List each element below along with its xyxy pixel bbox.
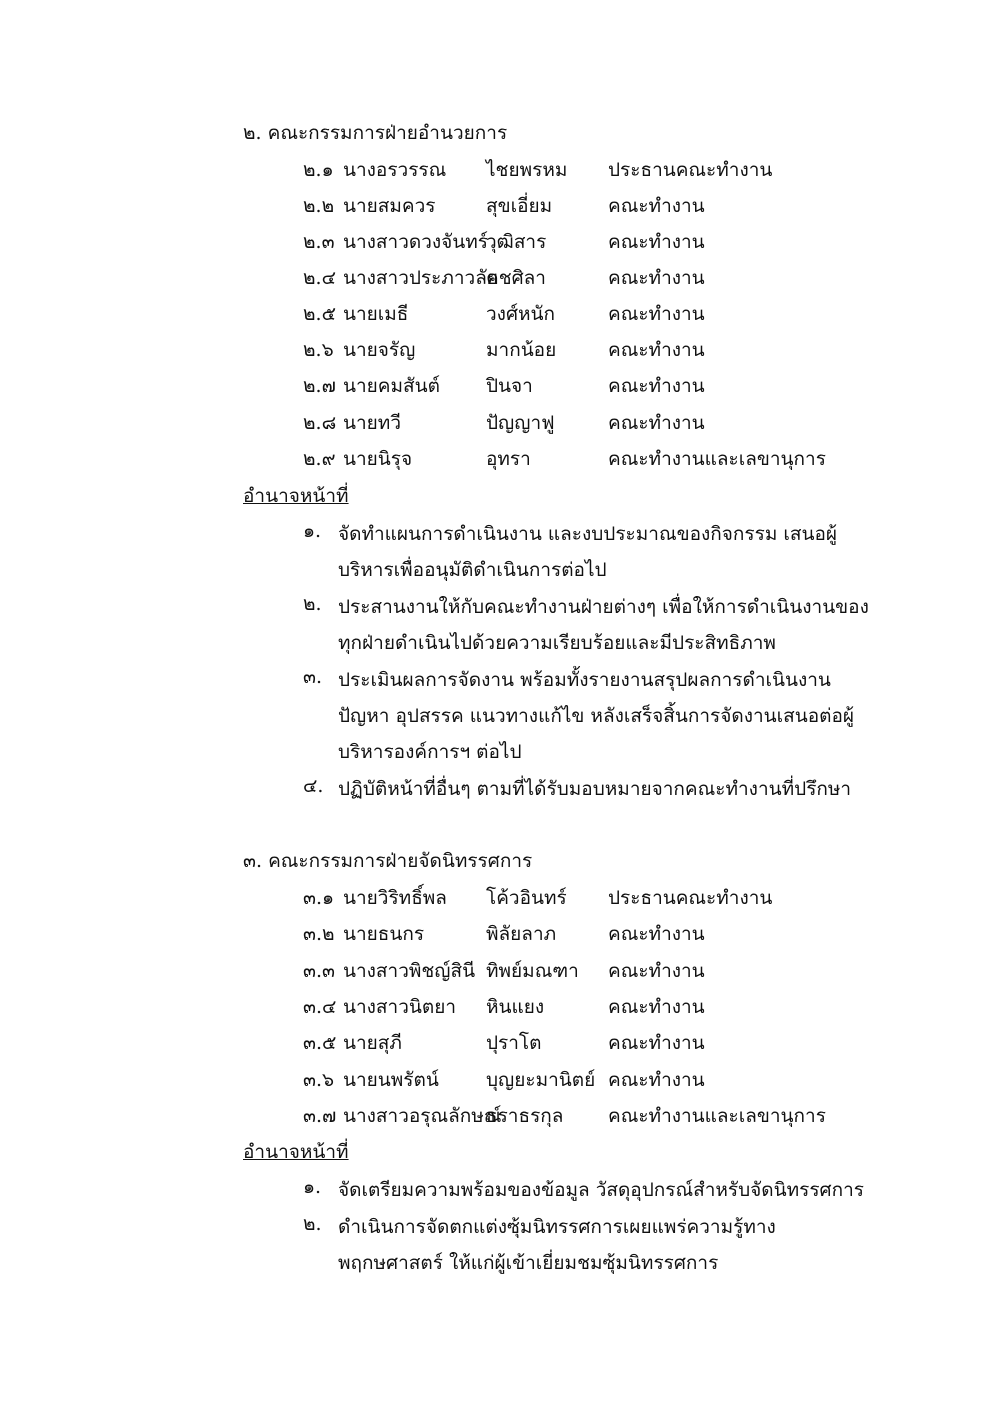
member-number: ๓.๒ bbox=[303, 923, 335, 945]
duty-number: ๑. bbox=[303, 520, 322, 542]
member-role: คณะทำงาน bbox=[608, 303, 705, 325]
member-last-name: ปุราโต bbox=[486, 1032, 542, 1054]
member-first-name: นางสาวอรุณลักษณ์ bbox=[343, 1105, 502, 1127]
duty-text: ปฏิบัติหน้าที่อื่นๆ ตามที่ได้รับมอบหมายจากคณะทำงานที่ปรึกษา bbox=[338, 778, 852, 800]
member-number: ๒.๓ bbox=[303, 231, 335, 253]
member-first-name: นายสุภี bbox=[343, 1032, 402, 1054]
member-number: ๒.๗ bbox=[303, 375, 336, 397]
member-last-name: ทิพย์มณฑา bbox=[486, 960, 579, 982]
section-3-title: ๓. คณะกรรมการฝ่ายจัดนิทรรศการ bbox=[243, 850, 533, 872]
member-first-name: นายธนกร bbox=[343, 923, 425, 945]
member-role: คณะทำงาน bbox=[608, 996, 705, 1018]
member-role: คณะทำงาน bbox=[608, 1069, 705, 1091]
member-role: ประธานคณะทำงาน bbox=[608, 887, 773, 909]
member-first-name: นางสาวดวงจันทร์ bbox=[343, 231, 489, 253]
member-first-name: นายนพรัตน์ bbox=[343, 1069, 439, 1091]
member-role: คณะทำงานและเลขานุการ bbox=[608, 1105, 826, 1127]
member-role: ประธานคณะทำงาน bbox=[608, 159, 773, 181]
member-last-name: วงศ์หนัก bbox=[486, 303, 556, 325]
duty-text: ประเมินผลการจัดงาน พร้อมทั้งรายงานสรุปผลการดำเนินงาน ปัญหา อุปสรรค แนวทางแก้ไข หลังเสร็จสิ้นการจัดงานเสนอต่อผู้บริหารองค์การฯ ต่อไป bbox=[338, 669, 855, 763]
member-role: คณะทำงาน bbox=[608, 960, 705, 982]
member-number: ๒.๘ bbox=[303, 412, 337, 434]
member-last-name: โค้วอินทร์ bbox=[486, 887, 567, 909]
member-role: คณะทำงานและเลขานุการ bbox=[608, 448, 826, 470]
member-role: คณะทำงาน bbox=[608, 412, 705, 434]
member-first-name: นายนิรุจ bbox=[343, 448, 413, 470]
member-number: ๒.๙ bbox=[303, 448, 336, 470]
member-first-name: นางสาวพิชญ์สินี bbox=[343, 960, 476, 982]
member-last-name: พิลัยลาภ bbox=[486, 923, 557, 945]
member-last-name: หินแยง bbox=[486, 996, 545, 1018]
member-first-name: นายสมควร bbox=[343, 195, 436, 217]
member-role: คณะทำงาน bbox=[608, 267, 705, 289]
member-first-name: นายจรัญ bbox=[343, 339, 416, 361]
member-number: ๓.๓ bbox=[303, 960, 336, 982]
member-first-name: นางสาวประภาวลัย bbox=[343, 267, 498, 289]
member-number: ๒.๖ bbox=[303, 339, 334, 361]
member-last-name: ธราธรกุล bbox=[486, 1105, 564, 1127]
member-last-name: บุญยะมานิตย์ bbox=[486, 1069, 596, 1091]
member-first-name: นายวิริทธิ์พล bbox=[343, 887, 447, 909]
member-last-name: คชศิลา bbox=[486, 267, 546, 289]
duty-text: ประสานงานให้กับคณะทำงานฝ่ายต่างๆ เพื่อให้การดำเนินงานของทุกฝ่ายดำเนินไปด้วยความเรียบร้อยและมีประสิทธิภาพ bbox=[338, 596, 869, 654]
section-2-title: ๒. คณะกรรมการฝ่ายอำนวยการ bbox=[243, 122, 508, 144]
member-number: ๓.๑ bbox=[303, 887, 335, 909]
section-3-duties-heading: อำนาจหน้าที่ bbox=[243, 1141, 349, 1163]
member-role: คณะทำงาน bbox=[608, 923, 705, 945]
member-last-name: วุฒิสาร bbox=[486, 231, 547, 253]
member-number: ๓.๕ bbox=[303, 1032, 337, 1054]
member-first-name: นายคมสันต์ bbox=[343, 375, 440, 397]
member-role: คณะทำงาน bbox=[608, 1032, 705, 1054]
member-first-name: นายทวี bbox=[343, 412, 401, 434]
duty-text: จัดเตรียมความพร้อมของข้อมูล วัสดุอุปกรณ์สำหรับจัดนิทรรศการ bbox=[338, 1179, 864, 1201]
duty-number: ๒. bbox=[303, 593, 322, 615]
member-last-name: ปัญญาฟู bbox=[486, 412, 555, 434]
member-role: คณะทำงาน bbox=[608, 195, 705, 217]
duty-number: ๒. bbox=[303, 1213, 322, 1235]
duty-number: ๔. bbox=[303, 775, 324, 797]
duty-number: ๑. bbox=[303, 1176, 322, 1198]
member-last-name: ไชยพรหม bbox=[486, 159, 568, 181]
member-number: ๒.๒ bbox=[303, 195, 335, 217]
duty-text: ดำเนินการจัดตกแต่งซุ้มนิทรรศการเผยแพร่ความรู้ทางพฤกษศาสตร์ ให้แก่ผู้เข้าเยี่ยมชมซุ้มนิทรรศการ bbox=[338, 1216, 776, 1274]
member-last-name: มากน้อย bbox=[486, 339, 557, 361]
duty-text: จัดทำแผนการดำเนินงาน และงบประมาณของกิจกรรม เสนอผู้บริหารเพื่ออนุมัติดำเนินการต่อไป bbox=[338, 523, 838, 581]
member-first-name: นายเมธี bbox=[343, 303, 409, 325]
section-2-duties-heading: อำนาจหน้าที่ bbox=[243, 485, 349, 507]
member-last-name: อุทรา bbox=[486, 448, 531, 470]
member-number: ๓.๗ bbox=[303, 1105, 337, 1127]
member-number: ๓.๔ bbox=[303, 996, 337, 1018]
member-last-name: ปินจา bbox=[486, 375, 533, 397]
member-number: ๓.๖ bbox=[303, 1069, 335, 1091]
member-role: คณะทำงาน bbox=[608, 231, 705, 253]
member-last-name: สุขเอี่ยม bbox=[486, 195, 553, 217]
member-role: คณะทำงาน bbox=[608, 375, 705, 397]
member-first-name: นางอรวรรณ bbox=[343, 159, 447, 181]
member-first-name: นางสาวนิตยา bbox=[343, 996, 456, 1018]
member-number: ๒.๕ bbox=[303, 303, 336, 325]
member-role: คณะทำงาน bbox=[608, 339, 705, 361]
member-number: ๒.๑ bbox=[303, 159, 334, 181]
member-number: ๒.๔ bbox=[303, 267, 336, 289]
duty-number: ๓. bbox=[303, 666, 323, 688]
